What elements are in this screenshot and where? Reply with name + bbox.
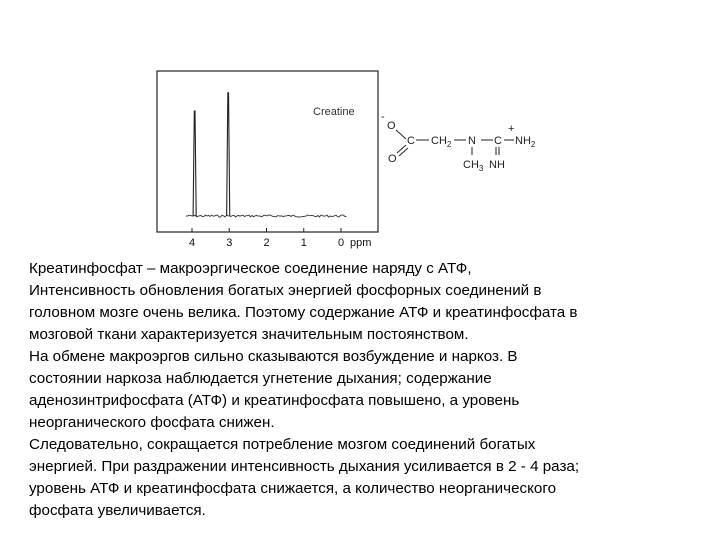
- text-line: уровень АТФ и креатинфосфата снижается, а количество неорганического: [29, 480, 557, 497]
- text-line: аденозинтрифосфата (АТФ) и креатинфосфата повышено, а уровень: [29, 392, 520, 409]
- bond-o-c-single: [396, 130, 406, 139]
- text-line: Интенсивность обновления богатых энергией фосфорных соединений в: [29, 282, 542, 299]
- bond-c-o-double-a: [397, 145, 406, 153]
- figure-svg: [150, 60, 570, 255]
- amino-group: $NH_2$: [515, 135, 536, 149]
- oxygen-top: O: [387, 120, 396, 132]
- text-line: головном мозге очень велика. Поэтому содержание АТФ и креатинфосфата в: [29, 304, 578, 321]
- text-line: Креатинфосфат – макроэргическое соединение наряду с АТФ,: [29, 260, 472, 277]
- plus-charge: +: [508, 123, 515, 135]
- bond-c-o-double-b: [399, 148, 408, 156]
- guanidino-carbon: C: [494, 135, 502, 147]
- x-tick-label: 3: [226, 237, 233, 249]
- x-axis-unit: ppm: [350, 237, 372, 249]
- nitrogen: N: [468, 135, 476, 147]
- nmr-spectrum-figure: [150, 60, 570, 255]
- text-line: На обмене макроэргов сильно сказываются возбуждение и наркоз. В: [29, 348, 518, 365]
- x-tick-label: 0: [338, 237, 345, 249]
- text-line: энергией. При раздражении интенсивность дыхания усиливается в 2 - 4 раза;: [29, 458, 580, 475]
- oxygen-bottom: O: [388, 153, 397, 165]
- methyl-group: $CH_3$: [463, 159, 484, 173]
- methylene-group: $CH_2$: [431, 135, 452, 149]
- spectrum-baseline: [186, 215, 347, 217]
- spectrum-peak: [193, 111, 196, 216]
- spectrum-peak: [227, 93, 230, 216]
- text-line: фосфата увеличивается.: [29, 502, 206, 519]
- x-tick-label: 1: [300, 237, 307, 249]
- imino-group: NH: [489, 159, 505, 171]
- text-line: неорганического фосфата снижен.: [29, 414, 275, 431]
- molecule-name: Creatine: [313, 106, 355, 118]
- x-axis-ticks: [189, 228, 344, 249]
- text-line: Следовательно, сокращается потребление мозгом соединений богатых: [29, 436, 536, 453]
- text-line: мозговой ткани характеризуется значительным постоянством.: [29, 326, 469, 343]
- x-tick-label: 2: [263, 237, 270, 249]
- text-line: состоянии наркоза наблюдается угнетение дыхания; содержание: [29, 370, 492, 387]
- x-tick-label: 4: [189, 237, 196, 249]
- creatine-structure: [381, 111, 536, 173]
- minus-charge: -: [381, 111, 385, 123]
- body-text: [29, 258, 699, 522]
- plot-frame: [157, 71, 378, 232]
- carbon-carboxyl: C: [407, 135, 415, 147]
- spectrum-peaks: [193, 93, 230, 216]
